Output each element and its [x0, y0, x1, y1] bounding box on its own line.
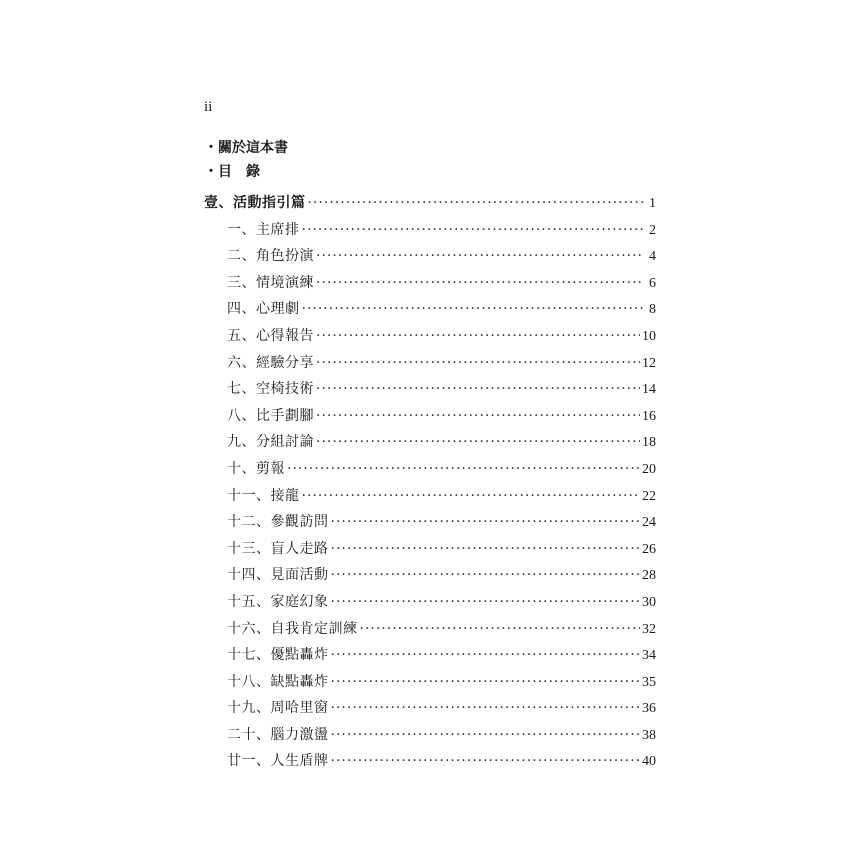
toc-item-title: 十六、自我肯定訓練: [227, 620, 358, 637]
toc-row: [204, 698, 656, 725]
toc-item-page: 16: [642, 408, 656, 424]
toc-leader-dots: [331, 512, 641, 532]
toc-item-page: 32: [642, 621, 656, 637]
toc-leader-dots: [331, 539, 641, 559]
toc-item-title: 十八、缺點轟炸: [227, 673, 329, 690]
toc-item-title: 十五、家庭幻象: [227, 593, 329, 610]
toc-item-page: 8: [649, 302, 656, 318]
toc-row: [204, 406, 656, 433]
toc-leader-dots: [331, 672, 641, 692]
page-number: ii: [204, 99, 213, 115]
toc-row: [204, 565, 656, 592]
front-matter-contents: ・目 錄: [204, 164, 260, 180]
toc-item-page: 2: [649, 222, 656, 238]
toc-item-page: 24: [642, 515, 656, 531]
toc-item-page: 10: [642, 328, 656, 344]
front-matter-list: [204, 136, 288, 184]
toc-item-page: 36: [642, 701, 656, 717]
toc-leader-dots: [302, 486, 641, 506]
toc-leader-dots: [331, 751, 641, 771]
toc-item-title: 十三、盲人走路: [227, 540, 329, 557]
toc-item-page: 26: [642, 541, 656, 557]
toc-leader-dots: [331, 698, 641, 718]
toc-row: [204, 299, 656, 326]
toc-item-page: 30: [642, 594, 656, 610]
toc-item-title: 二十、腦力激盪: [227, 726, 329, 743]
toc-item-title: 四、心理劇: [227, 301, 300, 318]
toc-leader-dots: [308, 193, 645, 213]
toc-chapter-page: 1: [649, 196, 656, 211]
toc-item-title: 六、經驗分享: [227, 354, 314, 371]
toc-leader-dots: [302, 299, 645, 319]
toc-leader-dots: [331, 645, 641, 665]
toc-row: [204, 486, 656, 513]
toc-leader-dots: [316, 246, 644, 266]
toc-item-page: 4: [649, 249, 656, 265]
toc-item-page: 14: [642, 382, 656, 398]
toc-row: [204, 432, 656, 459]
toc-row: [204, 220, 656, 247]
toc-row: [204, 459, 656, 486]
toc-leader-dots: [316, 406, 640, 426]
toc-item-page: 40: [642, 754, 656, 770]
toc-item-title: 十二、參觀訪問: [227, 514, 329, 531]
toc-item-title: 十七、優點轟炸: [227, 647, 329, 664]
toc-row: [204, 246, 656, 273]
table-of-contents: [204, 193, 656, 778]
toc-item-title: 十一、接龍: [227, 487, 300, 504]
toc-leader-dots: [316, 326, 640, 346]
toc-item-title: 九、分組討論: [227, 434, 314, 451]
toc-item-page: 20: [642, 461, 656, 477]
toc-leader-dots: [316, 432, 640, 452]
toc-item-page: 35: [642, 674, 656, 690]
toc-chapter-row: [204, 193, 656, 220]
toc-item-title: 三、情境演練: [227, 274, 314, 291]
toc-item-title: 五、心得報告: [227, 327, 314, 344]
toc-item-page: 38: [642, 727, 656, 743]
toc-leader-dots: [316, 273, 644, 293]
toc-item-page: 22: [642, 488, 656, 504]
toc-item-page: 12: [642, 355, 656, 371]
toc-item-page: 34: [642, 648, 656, 664]
toc-chapter-title: 壹、活動指引篇: [204, 195, 306, 211]
toc-item-page: 6: [649, 275, 656, 291]
toc-item-title: 廿一、人生盾牌: [227, 753, 329, 770]
toc-row: [204, 512, 656, 539]
toc-leader-dots: [287, 459, 640, 479]
toc-item-page: 28: [642, 568, 656, 584]
toc-row: [204, 539, 656, 566]
toc-item-title: 一、主席排: [227, 221, 300, 238]
toc-item-page: 18: [642, 435, 656, 451]
toc-row: [204, 725, 656, 752]
toc-row: [204, 592, 656, 619]
toc-item-title: 二、角色扮演: [227, 248, 314, 265]
toc-leader-dots: [360, 619, 641, 639]
toc-item-title: 八、比手劃腳: [227, 407, 314, 424]
toc-item-title: 十、剪報: [227, 460, 285, 477]
toc-row: [204, 619, 656, 646]
toc-row: [204, 672, 656, 699]
toc-item-title: 十九、周哈里窗: [227, 700, 329, 717]
toc-row: [204, 273, 656, 300]
toc-row: [204, 645, 656, 672]
toc-leader-dots: [331, 725, 641, 745]
toc-leader-dots: [331, 565, 641, 585]
toc-leader-dots: [316, 353, 640, 373]
toc-row: [204, 751, 656, 778]
toc-item-title: 七、空椅技術: [227, 381, 314, 398]
toc-row: [204, 326, 656, 353]
toc-leader-dots: [331, 592, 641, 612]
toc-row: [204, 353, 656, 380]
toc-leader-dots: [316, 379, 640, 399]
toc-leader-dots: [302, 220, 645, 240]
toc-item-title: 十四、見面活動: [227, 567, 329, 584]
front-matter-about: ・關於這本書: [204, 140, 288, 156]
toc-row: [204, 379, 656, 406]
